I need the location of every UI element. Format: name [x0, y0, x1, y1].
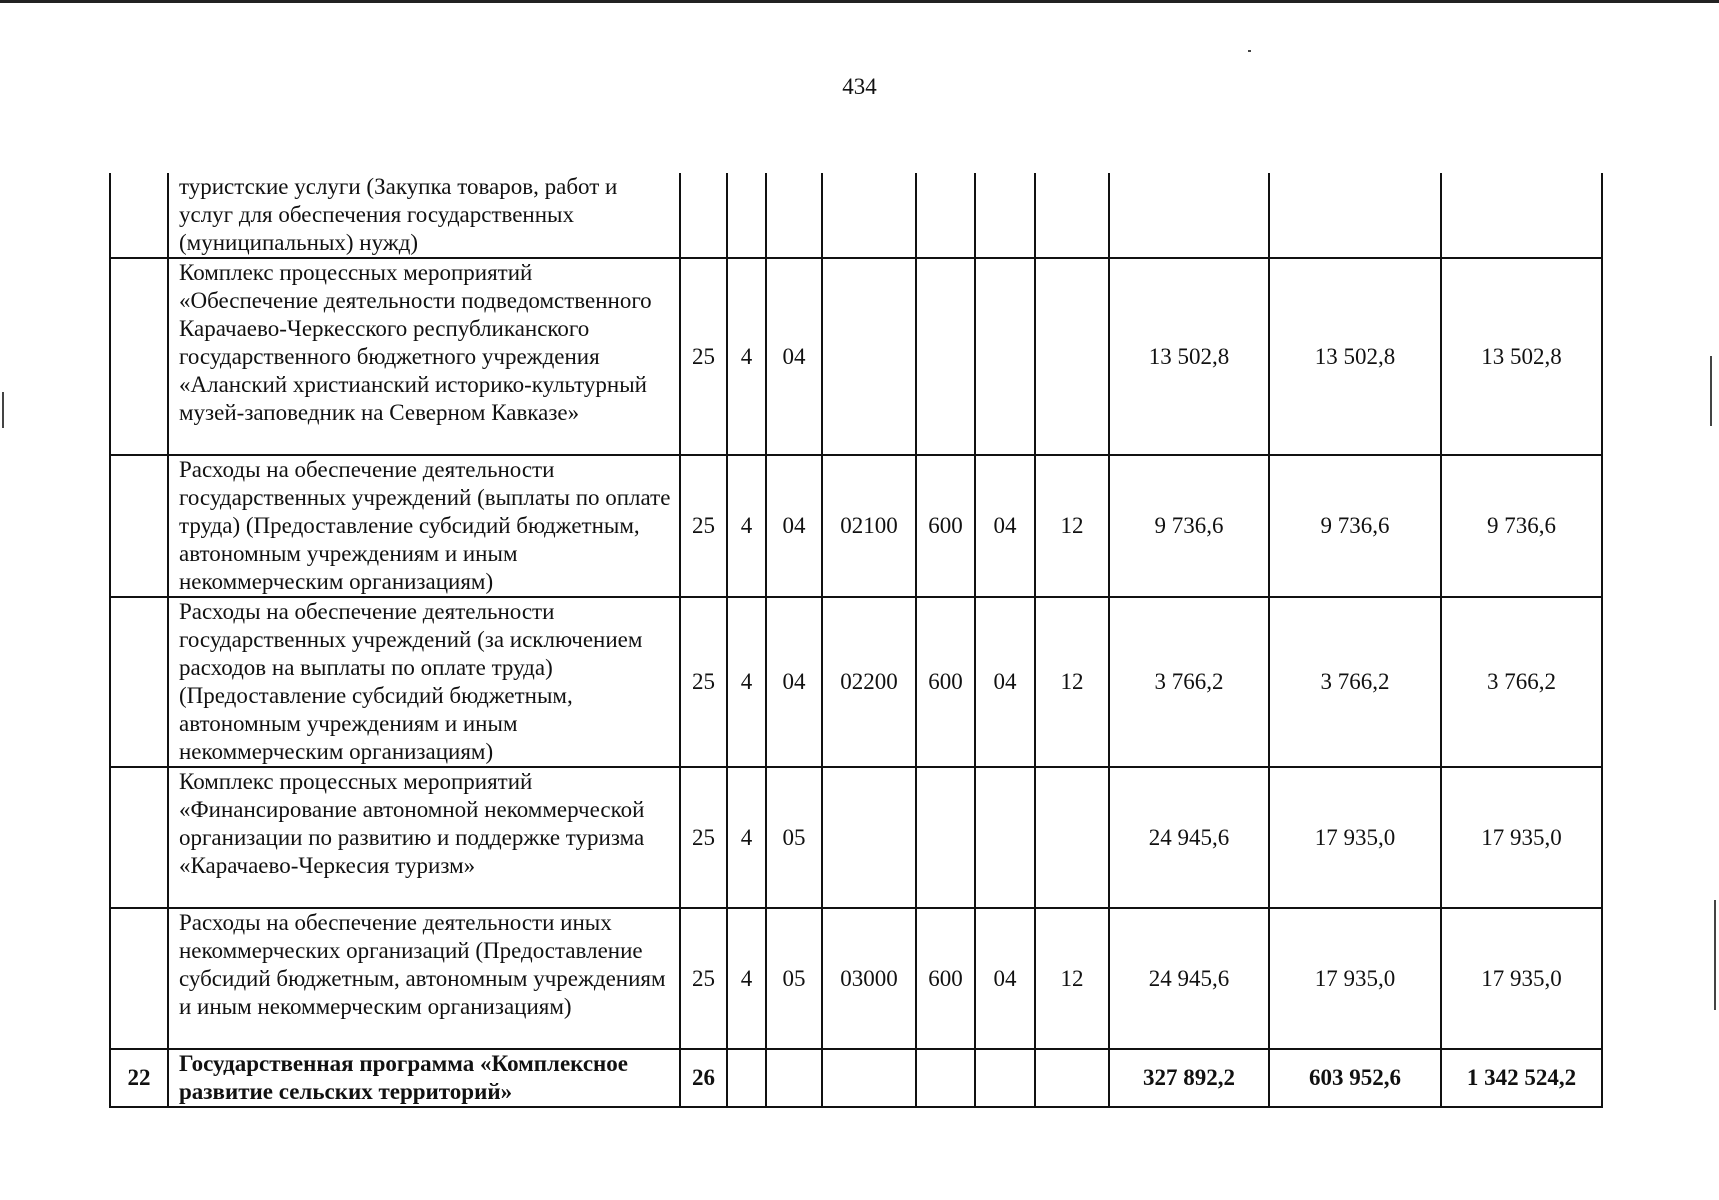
scan-mark [1714, 900, 1716, 1010]
amount-col-1: 9 736,6 [1109, 455, 1269, 597]
code-col-2: 4 [727, 767, 766, 908]
row-description: Комплекс процессных мероприятий «Финансирование автономной некоммерческой организации по развитию и поддержке туризма «Карачаево-Черкесия туризм» [168, 767, 680, 908]
amount-col-2: 603 952,6 [1269, 1049, 1441, 1107]
amount-col-2: 17 935,0 [1269, 767, 1441, 908]
code-col-5 [916, 1049, 975, 1107]
scan-mark [1710, 356, 1712, 426]
code-col-2 [727, 1049, 766, 1107]
code-col-1: 25 [680, 767, 727, 908]
code-col-6 [975, 1049, 1035, 1107]
amount-col-1 [1109, 173, 1269, 258]
amount-col-3 [1441, 173, 1602, 258]
code-col-1 [680, 173, 727, 258]
row-index [110, 767, 168, 908]
amount-col-3: 17 935,0 [1441, 767, 1602, 908]
code-col-4: 02100 [822, 455, 916, 597]
amount-col-2: 9 736,6 [1269, 455, 1441, 597]
code-col-7 [1035, 1049, 1109, 1107]
scan-top-edge [0, 0, 1719, 3]
amount-col-2: 13 502,8 [1269, 258, 1441, 455]
code-col-3 [766, 1049, 822, 1107]
table-row [110, 173, 1602, 258]
code-col-2: 4 [727, 597, 766, 767]
table-row [110, 455, 1602, 597]
table-row [110, 258, 1602, 455]
amount-col-1: 24 945,6 [1109, 908, 1269, 1049]
code-col-4 [822, 1049, 916, 1107]
row-index [110, 258, 168, 455]
code-col-6: 04 [975, 455, 1035, 597]
row-description: Расходы на обеспечение деятельности государственных учреждений (за исключением расходов на выплаты по оплате труда) (Предоставление субсидий бюджетным, автономным учреждениям и иным некоммерческим организациям) [168, 597, 680, 767]
budget-table [109, 173, 1603, 1108]
code-col-5: 600 [916, 597, 975, 767]
amount-col-3: 3 766,2 [1441, 597, 1602, 767]
amount-col-3: 9 736,6 [1441, 455, 1602, 597]
code-col-5 [916, 173, 975, 258]
amount-col-1: 327 892,2 [1109, 1049, 1269, 1107]
code-col-7: 12 [1035, 455, 1109, 597]
amount-col-3: 13 502,8 [1441, 258, 1602, 455]
code-col-5 [916, 767, 975, 908]
row-description: Комплекс процессных мероприятий «Обеспечение деятельности подведомственного Карачаево-Черкесского республиканского государственного бюджетного учреждения «Аланский христианский историко-культурный музей-заповедник на Северном Кавказе» [168, 258, 680, 455]
table-row [110, 908, 1602, 1049]
code-col-1: 25 [680, 908, 727, 1049]
code-col-3 [766, 173, 822, 258]
code-col-5: 600 [916, 908, 975, 1049]
amount-col-2: 17 935,0 [1269, 908, 1441, 1049]
row-index [110, 908, 168, 1049]
code-col-4 [822, 258, 916, 455]
scan-mark [1248, 50, 1251, 52]
amount-col-1: 3 766,2 [1109, 597, 1269, 767]
code-col-7 [1035, 258, 1109, 455]
code-col-2: 4 [727, 908, 766, 1049]
code-col-6 [975, 767, 1035, 908]
code-col-2 [727, 173, 766, 258]
code-col-7 [1035, 767, 1109, 908]
amount-col-1: 24 945,6 [1109, 767, 1269, 908]
code-col-6: 04 [975, 908, 1035, 1049]
code-col-1: 25 [680, 258, 727, 455]
row-description: Расходы на обеспечение деятельности иных некоммерческих организаций (Предоставление субсидий бюджетным, автономным учреждениям и иным некоммерческим организациям) [168, 908, 680, 1049]
scan-mark [2, 392, 4, 428]
code-col-2: 4 [727, 258, 766, 455]
amount-col-3: 17 935,0 [1441, 908, 1602, 1049]
amount-col-3: 1 342 524,2 [1441, 1049, 1602, 1107]
code-col-5: 600 [916, 455, 975, 597]
code-col-7: 12 [1035, 908, 1109, 1049]
code-col-7 [1035, 173, 1109, 258]
code-col-6 [975, 173, 1035, 258]
row-description: Государственная программа «Комплексное развитие сельских территорий» [168, 1049, 680, 1107]
code-col-4: 03000 [822, 908, 916, 1049]
code-col-6 [975, 258, 1035, 455]
code-col-3: 05 [766, 908, 822, 1049]
code-col-2: 4 [727, 455, 766, 597]
code-col-5 [916, 258, 975, 455]
code-col-3: 05 [766, 767, 822, 908]
row-index: 22 [110, 1049, 168, 1107]
page-number: 434 [842, 74, 877, 99]
row-description: туристские услуги (Закупка товаров, работ и услуг для обеспечения государственных (муниципальных) нужд) [168, 173, 680, 258]
code-col-3: 04 [766, 258, 822, 455]
row-description: Расходы на обеспечение деятельности государственных учреждений (выплаты по оплате труда) (Предоставление субсидий бюджетным, автономным учреждениям и иным некоммерческим организациям) [168, 455, 680, 597]
code-col-4 [822, 767, 916, 908]
row-index [110, 173, 168, 258]
code-col-3: 04 [766, 597, 822, 767]
code-col-4 [822, 173, 916, 258]
code-col-4: 02200 [822, 597, 916, 767]
row-index [110, 455, 168, 597]
code-col-6: 04 [975, 597, 1035, 767]
table-row [110, 767, 1602, 908]
amount-col-1: 13 502,8 [1109, 258, 1269, 455]
code-col-7: 12 [1035, 597, 1109, 767]
code-col-3: 04 [766, 455, 822, 597]
amount-col-2: 3 766,2 [1269, 597, 1441, 767]
table-row [110, 1049, 1602, 1107]
row-index [110, 597, 168, 767]
code-col-1: 25 [680, 597, 727, 767]
code-col-1: 25 [680, 455, 727, 597]
table-row [110, 597, 1602, 767]
amount-col-2 [1269, 173, 1441, 258]
code-col-1: 26 [680, 1049, 727, 1107]
